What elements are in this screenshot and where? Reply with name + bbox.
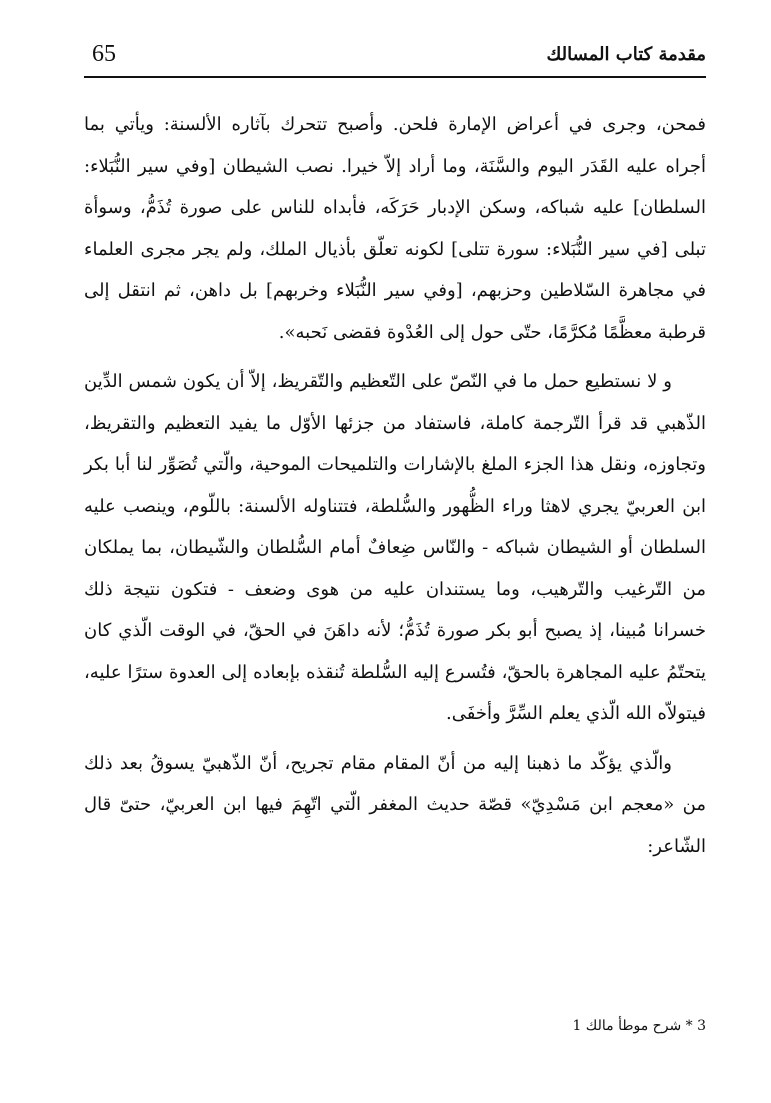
footnote: 3 * شرح موطأ مالك 1 [572,1018,706,1034]
body-text [84,104,706,875]
page-number: 65 [92,41,116,67]
running-title: مقدمة كتاب المسالك [546,44,706,65]
header-rule [84,76,706,78]
paragraph: والّذي يؤكّد ما ذهبنا إليه من أنّ المقام مقام تجريح، أنّ الذّهبيّ يسوقُ بعد ذلك من «معجم ابن مَسْدِيّ» قصّة حديث المغفر الّتي اتّهِمَ فيها ابن العربيّ، حتىّ قال الشّاعر: [84,752,706,857]
page-header [84,34,706,76]
paragraph: فمحن، وجرى في أعراض الإمارة فلحن. وأصبح تتحرك بآثاره الألسنة: ويأتي بما أجراه عليه القَدَر اليوم والسَّنَة، وما أراد إلاّ خيرا. نصب الشيطان [وفي سير النُّبَلاء: السلطان] عليه شباكه، وسكن الإدبار حَرَكَه، فأبداه للناس على صورة تُذَمُّ، وسوأة تبلى [في سير النُّبَلاء: سورة تتلى] لكونه تعلّق بأذيال الملك، ولم يجر مجرى العلماء في مجاهرة السّلاطين وحزبهم، [وفي سير النُّبَلاء وخربهم] بل داهن، ثم انتقل إلى قرطبة معظَّمًا مُكرَّمًا، حتّى حول إلى العُدْوة فقضى نَحبه». [84,114,706,343]
paragraph: و لا نستطيع حمل ما في النّصّ على التّعظيم والتّقريظ، إلاّ أن يكون شمس الدِّين الذّهبي قد قرأ التّرجمة كاملة، فاستفاد من جزئها الأوّل ما يفيد التعظيم والتقريظ، وتجاوزه، ونقل هذا الجزء الملغ بالإشارات والتلميحات الموحية، والّتي تُصَوِّر لنا أبا بكر ابن العربيّ يجري لاهثا وراء الظُّهور والسُّلطة، فتتناوله الألسنة: باللّوم، وينصب عليه السلطان أو الشيطان شباكه - والنّاس ضِعافٌ أمام السُّلطان والشّيطان، بما يملكان من التّرغيب والتّرهيب، وما يستندان عليه من هوى وضعف - فتكون نتيجة ذلك خسرانا مُبينا، إذ يصبح أبو بكر صورة تُذَمُّ؛ لأنه داهَنَ في الحقّ، في الوقت الّذي كان يتحتّمُ عليه المجاهرة بالحقّ، فتُسرع إليه السُّلطة تُنقذه بإبعاده إلى العدوة سترًا عليه، فيتولاّه الله الّذي يعلم السِّرَّ وأخفَى. [84,371,706,724]
